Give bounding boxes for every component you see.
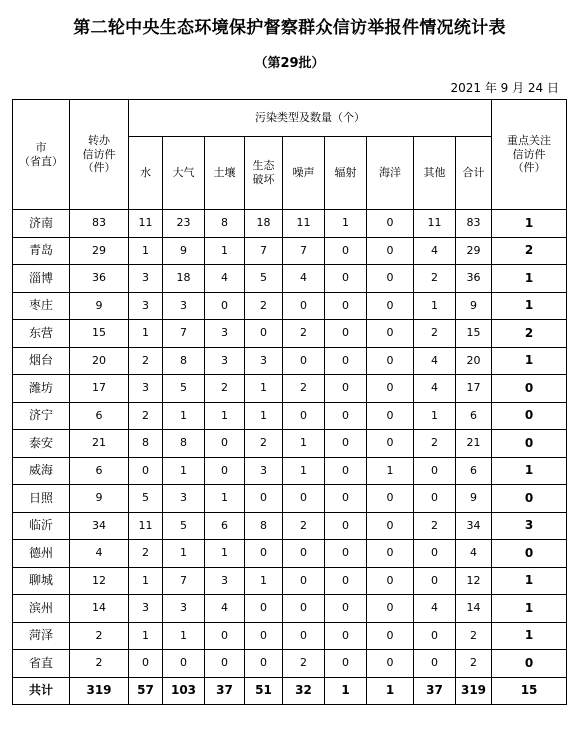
cell-ocean: 0 [367,430,414,458]
cell-soil: 1 [205,237,245,265]
cell-ocean: 0 [367,265,414,293]
cell-forwarded: 36 [70,265,129,293]
table-row [13,320,567,348]
cell-noise: 0 [283,485,325,513]
cell-total: 15 [456,320,492,348]
cell-city: 淄博 [13,265,70,293]
cell-soil: 0 [205,292,245,320]
table-row [13,485,567,513]
cell-air: 7 [163,320,205,348]
cell-water: 3 [129,595,163,623]
cell-ocean: 0 [367,622,414,650]
cell-air: 1 [163,402,205,430]
cell-eco: 3 [245,347,283,375]
cell-noise: 2 [283,375,325,403]
cell-other: 0 [414,540,456,568]
header-total: 合计 [456,137,492,210]
cell-total: 34 [456,512,492,540]
cell-noise: 7 [283,237,325,265]
cell-key: 2 [492,237,567,265]
cell-key: 1 [492,595,567,623]
header-pollution-group: 污染类型及数量（个） [129,100,492,137]
cell-soil: 4 [205,265,245,293]
cell-other: 0 [414,567,456,595]
cell-water: 2 [129,540,163,568]
cell-noise: 11 [283,210,325,238]
cell-air: 18 [163,265,205,293]
cell-ocean: 0 [367,567,414,595]
header-other: 其他 [414,137,456,210]
cell-air: 3 [163,485,205,513]
statistics-table [12,99,567,705]
cell-air: 5 [163,512,205,540]
cell-noise: 0 [283,347,325,375]
cell-radiation: 1 [325,210,367,238]
cell-radiation: 0 [325,622,367,650]
cell-noise: 2 [283,650,325,678]
cell-city: 济宁 [13,402,70,430]
cell-air: 0 [163,650,205,678]
cell-noise: 0 [283,567,325,595]
cell-total: 29 [456,237,492,265]
cell-city: 共计 [13,677,70,705]
cell-ocean: 0 [367,320,414,348]
cell-eco: 2 [245,292,283,320]
table-row [13,237,567,265]
cell-eco: 0 [245,320,283,348]
cell-total: 20 [456,347,492,375]
cell-other: 0 [414,622,456,650]
cell-ocean: 0 [367,512,414,540]
cell-soil: 0 [205,430,245,458]
cell-air: 1 [163,457,205,485]
cell-water: 1 [129,567,163,595]
header-city: 市 （省直） [13,100,70,210]
cell-other: 4 [414,237,456,265]
cell-total: 9 [456,292,492,320]
cell-key: 0 [492,540,567,568]
cell-water: 1 [129,237,163,265]
cell-key: 3 [492,512,567,540]
cell-eco: 1 [245,375,283,403]
cell-ocean: 0 [367,347,414,375]
cell-city: 枣庄 [13,292,70,320]
cell-eco: 0 [245,595,283,623]
cell-water: 3 [129,292,163,320]
cell-ocean: 0 [367,375,414,403]
cell-soil: 6 [205,512,245,540]
header-eco: 生态 破坏 [245,137,283,210]
total-row [13,677,567,705]
cell-city: 日照 [13,485,70,513]
cell-forwarded: 4 [70,540,129,568]
cell-forwarded: 9 [70,292,129,320]
cell-noise: 1 [283,457,325,485]
cell-ocean: 1 [367,457,414,485]
table-row [13,567,567,595]
cell-soil: 37 [205,677,245,705]
cell-water: 2 [129,347,163,375]
table-row [13,512,567,540]
cell-total: 2 [456,622,492,650]
cell-total: 12 [456,567,492,595]
cell-soil: 3 [205,347,245,375]
cell-water: 57 [129,677,163,705]
cell-noise: 2 [283,320,325,348]
cell-ocean: 0 [367,402,414,430]
cell-total: 4 [456,540,492,568]
cell-radiation: 0 [325,237,367,265]
table-row [13,210,567,238]
cell-soil: 4 [205,595,245,623]
cell-other: 0 [414,650,456,678]
cell-air: 8 [163,430,205,458]
cell-total: 6 [456,402,492,430]
cell-radiation: 0 [325,567,367,595]
cell-other: 4 [414,375,456,403]
cell-key: 1 [492,292,567,320]
cell-soil: 1 [205,485,245,513]
cell-eco: 51 [245,677,283,705]
cell-air: 1 [163,540,205,568]
cell-forwarded: 12 [70,567,129,595]
cell-other: 0 [414,457,456,485]
cell-water: 5 [129,485,163,513]
cell-noise: 0 [283,622,325,650]
cell-forwarded: 21 [70,430,129,458]
cell-eco: 18 [245,210,283,238]
cell-total: 36 [456,265,492,293]
cell-eco: 5 [245,265,283,293]
cell-other: 11 [414,210,456,238]
cell-soil: 0 [205,457,245,485]
cell-radiation: 0 [325,265,367,293]
cell-air: 103 [163,677,205,705]
cell-other: 1 [414,292,456,320]
cell-key: 1 [492,457,567,485]
cell-noise: 1 [283,430,325,458]
cell-eco: 8 [245,512,283,540]
cell-other: 2 [414,265,456,293]
cell-forwarded: 29 [70,237,129,265]
cell-eco: 0 [245,622,283,650]
cell-radiation: 0 [325,457,367,485]
cell-soil: 2 [205,375,245,403]
cell-noise: 0 [283,292,325,320]
cell-other: 1 [414,402,456,430]
cell-other: 2 [414,430,456,458]
cell-key: 2 [492,320,567,348]
cell-ocean: 0 [367,485,414,513]
cell-key: 1 [492,210,567,238]
cell-radiation: 0 [325,595,367,623]
cell-total: 319 [456,677,492,705]
table-row [13,402,567,430]
cell-other: 2 [414,512,456,540]
cell-city: 威海 [13,457,70,485]
report-date: 2021 年 9 月 24 日 [450,81,559,95]
cell-city: 青岛 [13,237,70,265]
cell-forwarded: 9 [70,485,129,513]
cell-air: 7 [163,567,205,595]
cell-water: 0 [129,457,163,485]
cell-soil: 1 [205,402,245,430]
header-ocean: 海洋 [367,137,414,210]
cell-key: 0 [492,402,567,430]
cell-city: 济南 [13,210,70,238]
cell-water: 11 [129,512,163,540]
cell-key: 1 [492,265,567,293]
cell-radiation: 0 [325,485,367,513]
cell-radiation: 0 [325,650,367,678]
table-row [13,375,567,403]
cell-other: 4 [414,347,456,375]
cell-city: 菏泽 [13,622,70,650]
header-water: 水 [129,137,163,210]
cell-other: 2 [414,320,456,348]
cell-air: 1 [163,622,205,650]
cell-soil: 3 [205,320,245,348]
table-row [13,540,567,568]
cell-water: 8 [129,430,163,458]
table-row [13,650,567,678]
table-row [13,292,567,320]
table-row [13,265,567,293]
cell-forwarded: 17 [70,375,129,403]
cell-ocean: 0 [367,292,414,320]
table-row [13,622,567,650]
cell-radiation: 0 [325,347,367,375]
cell-total: 14 [456,595,492,623]
cell-ocean: 0 [367,650,414,678]
header-air: 大气 [163,137,205,210]
cell-city: 东营 [13,320,70,348]
page-title: 第二轮中央生态环境保护督察群众信访举报件情况统计表 [73,18,506,38]
cell-other: 37 [414,677,456,705]
cell-forwarded: 2 [70,622,129,650]
cell-key: 1 [492,347,567,375]
batch-subtitle: （第29批） [254,56,325,71]
cell-key: 0 [492,650,567,678]
header-forwarded: 转办 信访件 （件） [70,100,129,210]
cell-other: 0 [414,485,456,513]
table-row [13,347,567,375]
cell-forwarded: 83 [70,210,129,238]
cell-total: 2 [456,650,492,678]
cell-key: 0 [492,430,567,458]
cell-soil: 0 [205,650,245,678]
cell-city: 临沂 [13,512,70,540]
cell-ocean: 0 [367,540,414,568]
cell-air: 3 [163,595,205,623]
cell-key: 15 [492,677,567,705]
cell-radiation: 0 [325,320,367,348]
cell-key: 0 [492,375,567,403]
cell-forwarded: 6 [70,457,129,485]
table-row [13,430,567,458]
cell-soil: 3 [205,567,245,595]
cell-noise: 0 [283,540,325,568]
cell-air: 5 [163,375,205,403]
cell-city: 聊城 [13,567,70,595]
cell-city: 德州 [13,540,70,568]
cell-noise: 0 [283,402,325,430]
cell-radiation: 0 [325,540,367,568]
cell-city: 烟台 [13,347,70,375]
cell-eco: 2 [245,430,283,458]
cell-ocean: 0 [367,595,414,623]
cell-eco: 0 [245,540,283,568]
cell-soil: 1 [205,540,245,568]
cell-eco: 0 [245,650,283,678]
cell-soil: 0 [205,622,245,650]
cell-radiation: 0 [325,402,367,430]
cell-eco: 0 [245,485,283,513]
cell-radiation: 1 [325,677,367,705]
cell-radiation: 0 [325,292,367,320]
cell-ocean: 0 [367,237,414,265]
cell-water: 1 [129,320,163,348]
header-noise: 噪声 [283,137,325,210]
cell-city: 省直 [13,650,70,678]
cell-eco: 3 [245,457,283,485]
cell-forwarded: 319 [70,677,129,705]
cell-noise: 2 [283,512,325,540]
cell-eco: 1 [245,567,283,595]
cell-total: 9 [456,485,492,513]
header-key-focus: 重点关注 信访件 （件） [492,100,567,210]
cell-water: 2 [129,402,163,430]
table-row [13,595,567,623]
cell-forwarded: 14 [70,595,129,623]
cell-city: 泰安 [13,430,70,458]
cell-noise: 4 [283,265,325,293]
cell-eco: 1 [245,402,283,430]
cell-radiation: 0 [325,512,367,540]
cell-key: 1 [492,567,567,595]
cell-soil: 8 [205,210,245,238]
cell-forwarded: 2 [70,650,129,678]
cell-forwarded: 6 [70,402,129,430]
cell-ocean: 1 [367,677,414,705]
header-radiation: 辐射 [325,137,367,210]
cell-water: 1 [129,622,163,650]
cell-total: 83 [456,210,492,238]
cell-city: 潍坊 [13,375,70,403]
cell-key: 0 [492,485,567,513]
table-row [13,457,567,485]
cell-noise: 32 [283,677,325,705]
cell-air: 8 [163,347,205,375]
cell-forwarded: 15 [70,320,129,348]
cell-air: 23 [163,210,205,238]
header-soil: 土壤 [205,137,245,210]
cell-city: 滨州 [13,595,70,623]
cell-water: 3 [129,375,163,403]
table-body [13,210,567,705]
cell-water: 0 [129,650,163,678]
cell-noise: 0 [283,595,325,623]
cell-total: 17 [456,375,492,403]
cell-air: 3 [163,292,205,320]
cell-water: 3 [129,265,163,293]
cell-forwarded: 34 [70,512,129,540]
cell-eco: 7 [245,237,283,265]
cell-ocean: 0 [367,210,414,238]
cell-radiation: 0 [325,430,367,458]
cell-total: 21 [456,430,492,458]
cell-air: 9 [163,237,205,265]
cell-other: 4 [414,595,456,623]
cell-water: 11 [129,210,163,238]
cell-total: 6 [456,457,492,485]
cell-radiation: 0 [325,375,367,403]
cell-key: 1 [492,622,567,650]
cell-forwarded: 20 [70,347,129,375]
